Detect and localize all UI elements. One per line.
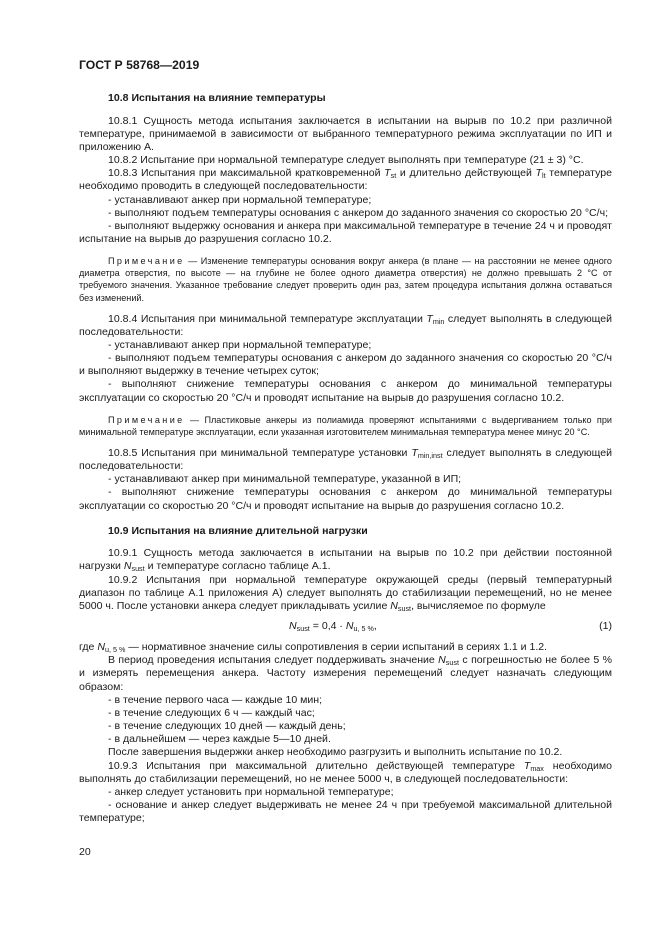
paragraph-10-8-4: 10.8.4 Испытания при минимальной температуре эксплуатации $T_{min}$ следует выполнять в следующей последовательности: [79, 312, 612, 338]
paragraph-10-9-2: 10.9.2 Испытания при нормальной температуре окружающей среды (первый температурный диапазон по таблице А.1 приложения А) следует выполнять до стабилизации перемещений, но не менее 5000 ч. После установки анкера следует прикладывать усилие $N_{sust}$, вычисляемое по формуле [79, 573, 612, 613]
document-header: ГОСТ Р 58768—2019 [79, 58, 200, 72]
note-temperature-deviation: Примечание — Изменение температуры основания вокруг анкера (в плане — на расстоянии не менее одного диаметра отверстия, по высоте — на глубине не более одного диаметра отверстия) не должно превышать 2 °С от требуемого значения. Указанное требование следует проверить один раз, затем процедура испытания должна оставаться без изменений. [79, 256, 612, 303]
note-label: Примечание [108, 256, 185, 267]
paragraph-unload: После завершения выдержки анкер необходимо разгрузить и выполнить испытание по 10.2. [108, 746, 563, 759]
formula-number: (1) [599, 620, 612, 633]
list-item: - анкер следует установить при нормальной температуре; [108, 785, 394, 798]
list-item: - выполняют подъем температуры основания с анкером до заданного значения со скоростью 20 °С/ч и выполняют выдержку в течение четырех суток; [79, 352, 612, 378]
note-polyamide-anchors: Примечание — Пластиковые анкеры из полиамида проверяют испытаниями с выдергиванием только при минимальной температуре эксплуатации, если указанная изготовителем минимальная температура менее минус 20 °С. [79, 414, 612, 437]
list-item: - выполняют снижение температуры основания с анкером до минимальной температуры эксплуатации со скоростью 20 °С/ч и проводят испытание на вырыв до разрушения согласно 10.2. [79, 486, 612, 512]
document-body [79, 92, 612, 825]
list-item: - выполняют выдержку основания и анкера при максимальной температуре в течение 24 ч и проводят испытание на вырыв до разрушения согласно 10.2. [79, 219, 612, 246]
section-10-9-heading: 10.9 Испытания на влияние длительной нагрузки [108, 524, 368, 537]
list-item: - основание и анкер следует выдерживать не менее 24 ч при требуемой максимальной длительной температуре; [79, 798, 612, 825]
list-item: - в течение первого часа — каждые 10 мин; [108, 693, 323, 706]
paragraph-10-9-1: 10.9.1 Сущность метода заключается в испытании на вырыв по 10.2 при действии постоянной нагрузки $N_{sust}$ и температуре согласно таблице А.1. [79, 547, 612, 574]
paragraph-10-8-5: 10.8.5 Испытания при минимальной температуре установки $T_{min,inst}$ следует выполнять в следующей последовательности: [79, 446, 612, 473]
formula-explanation: где $N_{u, 5 \%}$ — нормативное значение силы сопротивления в серии испытаний в сериях 1.1 и 1.2. [79, 641, 548, 655]
list-item: - в течение следующих 10 дней — каждый день; [108, 720, 346, 733]
paragraph-10-8-2: 10.8.2 Испытание при нормальной температуре следует выполнять при температуре (21 ± 3) °С. [108, 154, 584, 167]
paragraph-10-9-3: 10.9.3 Испытания при максимальной длительно действующей температуре $T_{max}$ необходимо выполнять до стабилизации перемещений, но не менее 5000 ч, в следующей последовательности: [79, 759, 612, 785]
paragraph-load-maintenance: В период проведения испытания следует поддерживать значение $N_{sust}$ с погрешностью не более 5 % и измерять перемещения анкера. Частоту измерения перемещений следует назначать следующим образом: [79, 654, 612, 693]
list-item: - выполняют подъем температуры основания с анкером до заданного значения со скоростью 20 °С/ч; [108, 206, 609, 219]
list-item: - в течение следующих 6 ч — каждый час; [108, 706, 315, 719]
paragraph-10-8-1: 10.8.1 Сущность метода испытания заключается в испытании на вырыв по 10.2 при различной температуре, принимаемой в зависимости от выбранного температурного режима эксплуатации по ИП и приложению А. [79, 114, 612, 153]
list-item: - устанавливают анкер при минимальной температуре, указанной в ИП; [108, 473, 462, 486]
section-10-8-heading: 10.8 Испытания на влияние температуры [108, 92, 326, 104]
formula-expression: $N_{sust} = 0,4 \cdot N_{u, 5 \%}$, [289, 620, 377, 634]
list-item: - устанавливают анкер при нормальной температуре; [108, 338, 372, 351]
paragraph-10-8-3: 10.8.3 Испытания при максимальной кратковременной $T_{st}$ и длительно действующей $T_{lt}$ температуре необходимо проводить в следующей последовательности: [79, 167, 613, 193]
note-label: Примечание [108, 414, 185, 425]
formula-1 [79, 617, 612, 639]
list-item: - устанавливают анкер при нормальной температуре; [108, 193, 372, 206]
list-item: - выполняют снижение температуры основания с анкером до минимальной температуры эксплуатации со скоростью 20 °С/ч и проводят испытание на вырыв до разрушения согласно 10.2. [79, 378, 612, 404]
page-number: 20 [79, 846, 91, 858]
list-item: - в дальнейшем — через каждые 5—10 дней. [108, 733, 331, 746]
